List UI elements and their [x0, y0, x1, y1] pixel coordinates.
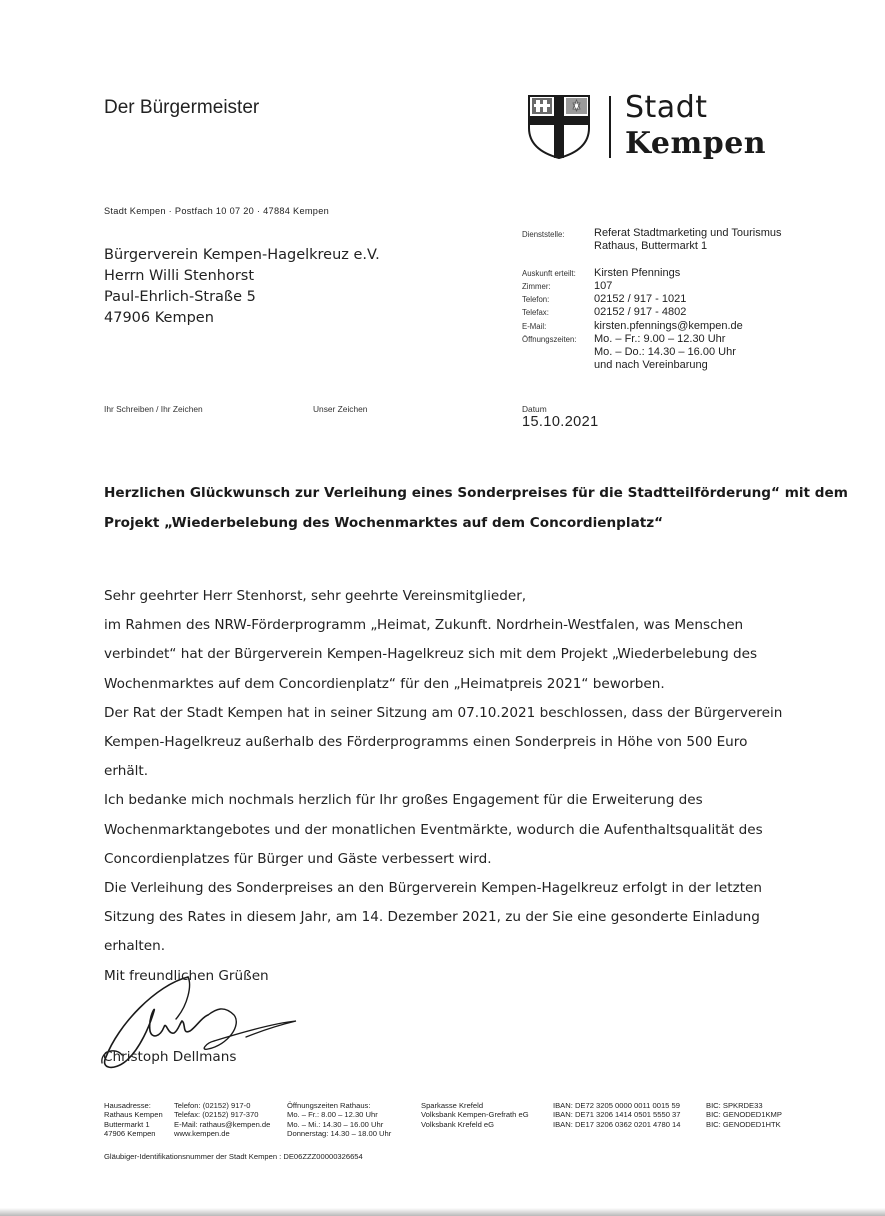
footer-banks	[421, 1101, 529, 1129]
body-line: Mit freundlichen Grüßen	[104, 967, 269, 984]
ihr-zeichen-label: Ihr Schreiben / Ihr Zeichen	[104, 404, 203, 414]
logo-divider	[609, 96, 611, 158]
email-value: kirsten.pfennings@kempen.de	[594, 320, 743, 332]
footer-line: 47906 Kempen	[104, 1128, 156, 1138]
unser-zeichen-label: Unser Zeichen	[313, 404, 368, 414]
footer-line: Volksbank Krefeld eG	[421, 1119, 495, 1129]
telefon-value: 02152 / 917 - 1021	[594, 293, 687, 305]
body-line: Der Rat der Stadt Kempen hat in seiner Sitzung am 07.10.2021 beschlossen, dass der Bürgerverein	[104, 704, 783, 721]
zimmer-label: Zimmer:	[522, 282, 551, 291]
footer-line: Rathaus Kempen	[104, 1110, 163, 1120]
footer-address	[104, 1101, 163, 1138]
footer-line: Sparkasse Krefeld	[421, 1101, 484, 1110]
subject-line	[104, 478, 864, 538]
letter-body	[104, 582, 844, 991]
coat-of-arms-logo	[527, 94, 593, 160]
telefax-value: 02152 / 917 - 4802	[594, 306, 687, 318]
footer-line: E-Mail: rathaus@kempen.de	[174, 1119, 271, 1129]
subject-text: Projekt „Wiederbelebung des Wochenmarktes auf dem Concordienplatz“	[104, 515, 664, 531]
footer-line: Telefax: (02152) 917-370	[174, 1110, 259, 1120]
signer-name: Christoph Dellmans	[103, 1049, 237, 1065]
footer-line: BIC: GENODED1KMP	[706, 1110, 782, 1120]
footer-hours	[287, 1101, 391, 1138]
footer-line: Volksbank Kempen-Grefrath eG	[421, 1110, 529, 1120]
oeffnung-value: Mo. – Do.: 14.30 – 16.00 Uhr	[594, 346, 736, 358]
telefon-label: Telefon:	[522, 295, 550, 304]
footer-line: www.kempen.de	[174, 1128, 230, 1138]
recipient-address	[104, 245, 380, 329]
body-line: verbindet“ hat der Bürgerverein Kempen-Hagelkreuz sich mit dem Projekt „Wiederbelebung des	[104, 646, 758, 663]
footer-line: Telefon: (02152) 917-0	[174, 1101, 251, 1110]
body-line: Wochenmarktes auf dem Concordienplatz“ für den „Heimatpreis 2021“ beworben.	[104, 675, 665, 692]
oeffnung-value: und nach Vereinbarung	[594, 359, 708, 371]
footer-bic	[706, 1101, 782, 1129]
recipient-line: Bürgerverein Kempen-Hagelkreuz e.V.	[104, 247, 380, 263]
body-line: Die Verleihung des Sonderpreises an den Bürgerverein Kempen-Hagelkreuz erfolgt in der letzten	[104, 880, 763, 897]
email-label: E-Mail:	[522, 322, 547, 331]
footer-line: IBAN: DE71 3206 1414 0501 5550 37	[553, 1110, 681, 1120]
footer-line: Hausadresse:	[104, 1101, 151, 1110]
body-line: erhält.	[104, 763, 149, 780]
body-line: Ich bedanke mich nochmals herzlich für Ihr großes Engagement für die Erweiterung des	[104, 792, 703, 809]
auskunft-value: Kirsten Pfennings	[594, 267, 681, 279]
body-line: im Rahmen des NRW-Förderprogramm „Heimat, Zukunft. Nordrhein-Westfalen, was Menschen	[104, 617, 744, 634]
brand-stadt: Stadt	[625, 90, 708, 125]
auskunft-label: Auskunft erteilt:	[522, 269, 576, 278]
subject-text: Herzlichen Glückwunsch zur Verleihung eines Sonderpreises für die Stadtteilförderung“ mit dem	[104, 485, 848, 501]
brand-kempen: Kempen	[625, 126, 767, 161]
letterhead-title: Der Bürgermeister	[104, 97, 260, 118]
footer-line: BIC: SPKRDE33	[706, 1101, 763, 1110]
sender-line: Stadt Kempen · Postfach 10 07 20 · 47884 Kempen	[104, 206, 330, 216]
body-line: Concordienplatzes für Bürger und Gäste verbessert wird.	[104, 850, 492, 867]
footer-line: Mo. – Mi.: 14.30 – 16.00 Uhr	[287, 1119, 384, 1129]
footer-iban	[553, 1101, 681, 1129]
datum-label: Datum	[522, 404, 547, 414]
footer-contact	[174, 1101, 270, 1138]
scan-edge-shadow	[0, 1208, 885, 1216]
footer-line: IBAN: DE17 3206 0362 0201 4780 14	[553, 1119, 681, 1129]
oeffnung-label: Öffnungszeiten:	[522, 335, 577, 344]
dienststelle-label: Dienststelle:	[522, 230, 565, 239]
footer-line: IBAN: DE72 3205 0000 0011 0015 59	[553, 1101, 680, 1110]
dienststelle-value: Referat Stadtmarketing und Tourismus	[594, 227, 782, 239]
recipient-line: Paul-Ehrlich-Straße 5	[104, 289, 256, 305]
footer-line: Donnerstag: 14.30 – 18.00 Uhr	[287, 1128, 392, 1138]
body-line: Sehr geehrter Herr Stenhorst, sehr geehrte Vereinsmitglieder,	[104, 588, 527, 604]
footer-line: BIC: GENODED1HTK	[706, 1119, 781, 1129]
zimmer-value: 107	[594, 280, 613, 292]
body-line: Sitzung des Rates in diesem Jahr, am 14. Dezember 2021, zu der Sie eine gesonderte Einladung	[104, 909, 760, 926]
oeffnung-value: Mo. – Fr.: 9.00 – 12.30 Uhr	[594, 333, 726, 345]
glaeubiger-id: Gläubiger-Identifikationsnummer der Stadt Kempen : DE06ZZZ00000326654	[104, 1152, 363, 1161]
footer-line: Mo. – Fr.: 8.00 – 12.30 Uhr	[287, 1110, 378, 1120]
footer-line: Öffnungszeiten Rathaus:	[287, 1101, 371, 1110]
dienststelle-value: Rathaus, Buttermarkt 1	[594, 240, 708, 252]
datum-value: 15.10.2021	[522, 414, 599, 430]
footer-line: Buttermarkt 1	[104, 1119, 150, 1129]
body-line: Kempen-Hagelkreuz außerhalb des Förderprogramms einen Sonderpreis in Höhe von 500 Euro	[104, 734, 748, 751]
body-line: erhalten.	[104, 938, 166, 955]
recipient-line: 47906 Kempen	[104, 310, 214, 326]
telefax-label: Telefax:	[522, 308, 549, 317]
recipient-line: Herrn Willi Stenhorst	[104, 268, 255, 284]
body-line: Wochenmarktangebotes und der monatlichen Eventmärkte, wodurch die Aufenthaltsqualität des	[104, 821, 763, 838]
